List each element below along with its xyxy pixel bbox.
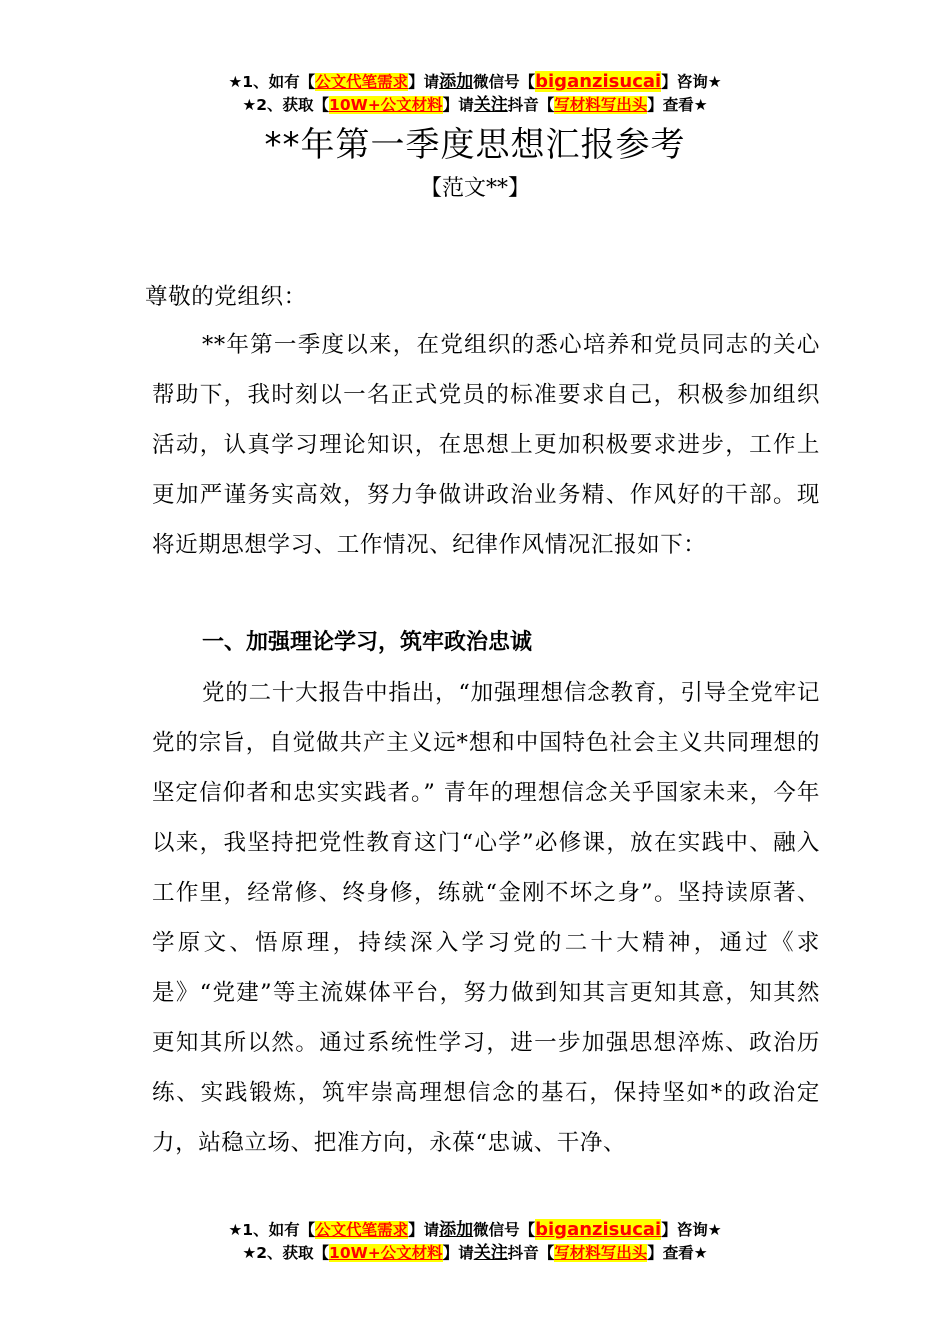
highlight-materials: 10W+公文材料 [329,96,443,114]
footer-banner-line-1: ★1、如有【公文代笔需求】请添加微信号【biganzisucai】咨询★ [228,1219,722,1240]
salutation: 尊敬的党组织： [145,284,307,310]
document-title: **年第一季度思想汇报参考 [264,125,686,165]
highlight-douyin: 写材料写出头 [554,96,648,114]
section-heading-1: 一、加强理论学习，筑牢政治忠诚 [202,630,533,655]
paragraph-intro: **年第一季度以来，在党组织的悉心培养和党员同志的关心帮助下，我时刻以一名正式党员的标准要求自己，积极参加组织活动，认真学习理论知识，在思想上更加积极要求进步，工作上更加严谨务实高效，努力争做讲政治业务精、作风好的干部。现将近期思想学习、工作情况、纪律作风情况汇报如下： [152,332,820,558]
highlight-service: 公文代笔需求 [315,73,409,91]
banner-line-1: ★1、如有【公文代笔需求】请添加微信号【biganzisucai】咨询★ [228,71,722,92]
highlight-wechat-id: biganzisucai [535,71,662,92]
footer-banner-line-2: ★2、获取【10W+公文材料】请关注抖音【写材料写出头】查看★ [242,1243,708,1263]
paragraph-section-1: 党的二十大报告中指出，“加强理想信念教育，引导全党牢记党的宗旨，自觉做共产主义远*想和中国特色社会主义共同理想的坚定信仰者和忠实实践者。” 青年的理想信念关乎国家未来，今年以来，我坚持把党性教育这门“心学”必修课，放在实践中、融入工作里，经常修、终身修，练就“金刚不坏之身”。坚持读原著、学原文、悟原理，持续深入学习党的二十大精神，通过《求是》“党建”等主流媒体平台，努力做到知其言更知其意，知其然更知其所以然。通过系统性学习，进一步加强思想淬炼、政治历练、实践锻炼，筑牢崇高理想信念的基石，保持坚如*的政治定力，站稳立场、把准方向，永葆“忠诚、干净、 [152,680,820,1156]
banner-line-2: ★2、获取【10W+公文材料】请关注抖音【写材料写出头】查看★ [242,95,708,115]
document-subtitle: 【范文**】 [419,176,530,201]
